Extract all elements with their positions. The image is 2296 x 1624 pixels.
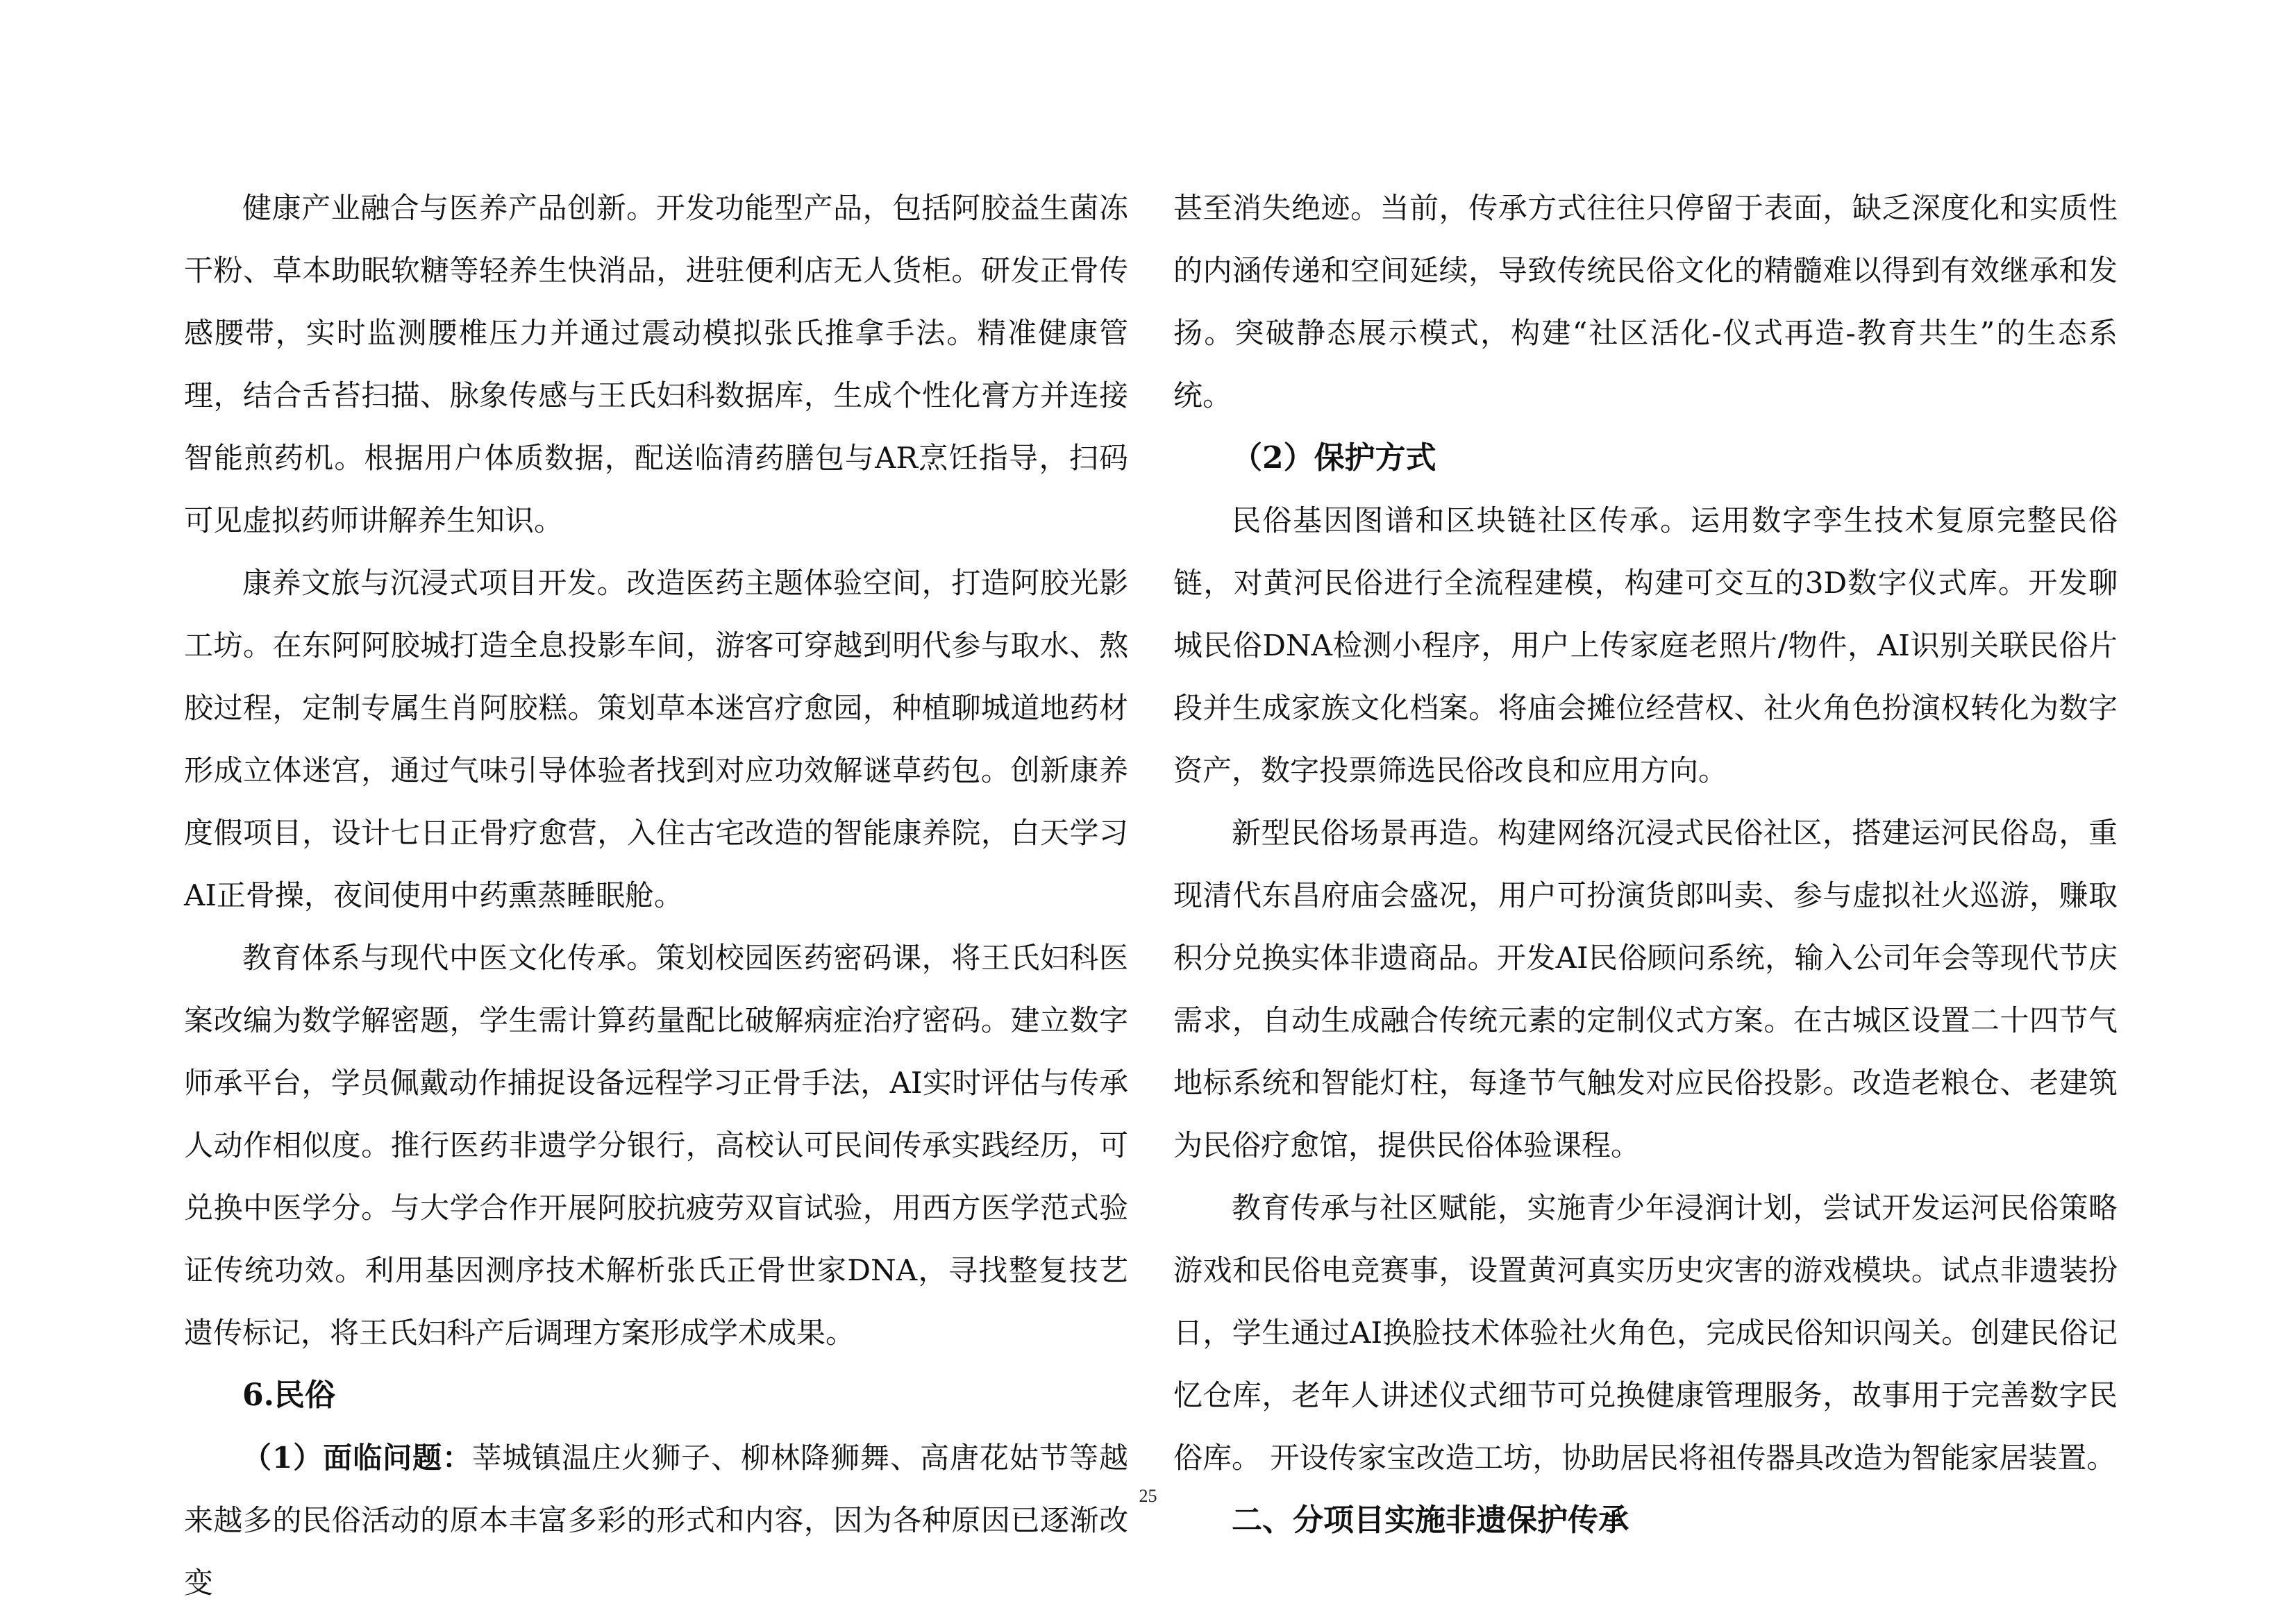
paragraph-wellness-tourism: 康养文旅与沉浸式项目开发。改造医药主题体验空间，打造阿胶光影工坊。在东阿阿胶城打造全息投影车间，游客可穿越到明代参与取水、熬胶过程，定制专属生肖阿胶糕。策划草本迷宫疗愈园，种植聊城道地药材形成立体迷宫，通过气味引导体验者找到对应功效解谜草药包。创新康养度假项目，设计七日正骨疗愈营，入住古宅改造的智能康养院，白天学习AI正骨操，夜间使用中药熏蒸睡眠舱。 bbox=[184, 566, 1128, 912]
paragraph-problems bbox=[184, 1427, 1128, 1614]
paragraph-folk-scene-rebuild: 新型民俗场景再造。构建网络沉浸式民俗社区，搭建运河民俗岛，重现清代东昌府庙会盛况，用户可扮演货郎叫卖、参与虚拟社火巡游，赚取积分兑换实体非遗商品。开发AI民俗顾问系统，输入公司年会等现代节庆需求，自动生成融合传统元素的定制仪式方案。在古城区设置二十四节气地标系统和智能灯柱，每逢节气触发对应民俗投影。改造老粮仓、老建筑为民俗疗愈馆，提供民俗体验课程。 bbox=[1173, 816, 2118, 1162]
paragraph-folk-gene-map: 民俗基因图谱和区块链社区传承。运用数字孪生技术复原完整民俗链，对黄河民俗进行全流程建模，构建可交互的3D数字仪式库。开发聊城民俗DNA检测小程序，用户上传家庭老照片/物件，AI识别关联民俗片段并生成家族文化档案。将庙会摊位经营权、社火角色扮演权转化为数字资产，数字投票筛选民俗改良和应用方向。 bbox=[1173, 503, 2118, 787]
left-column bbox=[184, 177, 1128, 1614]
paragraph-problems-continued: 甚至消失绝迹。当前，传承方式往往只停留于表面，缺乏深度化和实质性的内涵传递和空间延续，导致传统民俗文化的精髓难以得到有效继承和发扬。突破静态展示模式，构建“社区活化-仪式再造-教育共生”的生态系统。 bbox=[1173, 191, 2118, 412]
section-heading-folk: 6.民俗 bbox=[242, 1378, 335, 1413]
problems-lead: （1）面临问题： bbox=[242, 1441, 473, 1475]
paragraph-education-community: 教育传承与社区赋能，实施青少年浸润计划，尝试开发运河民俗策略游戏和民俗电竞赛事，设置黄河真实历史灾害的游戏模块。试点非遗装扮日，学生通过AI换脸技术体验社火角色，完成民俗知识闯关。创建民俗记忆仓库，老年人讲述仪式细节可兑换健康管理服务，故事用于完善数字民俗库。 开设传家宝改造工坊，协助居民将祖传器具改造为智能家居装置。 bbox=[1173, 1191, 2118, 1475]
right-column bbox=[1173, 177, 2118, 1552]
paragraph-education-tcm: 教育体系与现代中医文化传承。策划校园医药密码课，将王氏妇科医案改编为数学解密题，学生需计算药量配比破解病症治疗密码。建立数字师承平台，学员佩戴动作捕捉设备远程学习正骨手法，AI实时评估与传承人动作相似度。推行医药非遗学分银行，高校认可民间传承实践经历，可兑换中医学分。与大学合作开展阿胶抗疲劳双盲试验，用西方医学范式验证传统功效。利用基因测序技术解析张氏正骨世家DNA，寻找整复技艺遗传标记，将王氏妇科产后调理方案形成学术成果。 bbox=[184, 941, 1128, 1350]
section-heading-subprojects: 二、分项目实施非遗保护传承 bbox=[1232, 1502, 1629, 1538]
page-number: 25 bbox=[1139, 1486, 1157, 1506]
subheading-protection-methods: （2）保护方式 bbox=[1232, 440, 1436, 476]
problems-text: 莘城镇温庄火狮子、柳林降狮舞、高唐花姑节等越来越多的民俗活动的原本丰富多彩的形式和内容，因为各种原因已逐渐改变 bbox=[184, 1441, 1128, 1600]
paragraph-health-industry: 健康产业融合与医养产品创新。开发功能型产品，包括阿胶益生菌冻干粉、草本助眠软糖等轻养生快消品，进驻便利店无人货柜。研发正骨传感腰带，实时监测腰椎压力并通过震动模拟张氏推拿手法。精准健康管理，结合舌苔扫描、脉象传感与王氏妇科数据库，生成个性化膏方并连接智能煎药机。根据用户体质数据，配送临清药膳包与AR烹饪指导，扫码可见虚拟药师讲解养生知识。 bbox=[184, 191, 1128, 537]
